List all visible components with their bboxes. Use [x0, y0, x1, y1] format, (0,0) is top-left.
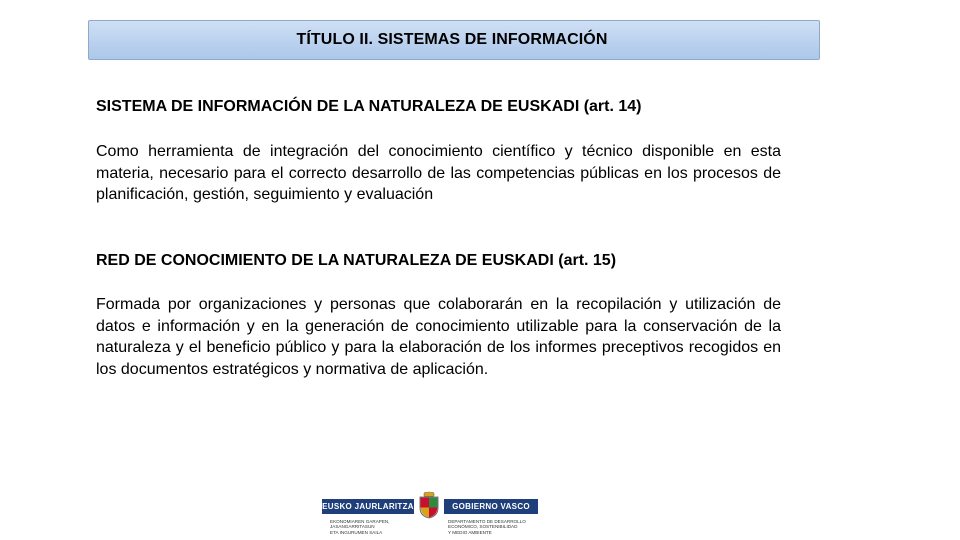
government-logo — [322, 489, 538, 540]
logo-subline: JASANGARRITASUN — [330, 524, 375, 530]
coat-of-arms-icon — [417, 491, 441, 519]
logo-subline: DEPARTAMENTO DE DESARROLLO — [448, 519, 526, 524]
page-title: TÍTULO II. SISTEMAS DE INFORMACIÓN — [296, 31, 608, 48]
title-banner — [88, 20, 820, 60]
logo-department-basque — [330, 519, 410, 535]
logo-department-spanish — [448, 519, 534, 535]
section-sistema-informacion — [96, 97, 781, 206]
section-heading: RED DE CONOCIMIENTO DE LA NATURALEZA DE EUSKADI (art. 15) — [96, 252, 617, 269]
logo-subline: Y MEDIO AMBIENTE — [448, 529, 492, 535]
logo-bar-basque: EUSKO JAURLARITZA — [322, 499, 414, 514]
logo-bar-spanish: GOBIERNO VASCO — [444, 499, 538, 514]
logo-subline: ECONÓMICO, SOSTENIBILIDAD — [448, 524, 518, 530]
section-paragraph: Formada por organizaciones y personas que colaborarán en la recopilación y utilización de datos e información y en la generación de conocimiento utilizable para la conservación de la naturaleza y el beneficio público y para la elaboración de los informes preceptivos recogidos en los documentos estratégicos y normativa de aplicación. — [96, 296, 781, 378]
logo-subline: ETA INGURUMEN SAILA — [330, 529, 383, 535]
section-heading: SISTEMA DE INFORMACIÓN DE LA NATURALEZA DE EUSKADI (art. 14) — [96, 98, 642, 115]
section-red-conocimiento — [96, 251, 781, 380]
logo-subline: EKONOMIAREN GARAPEN, — [330, 519, 390, 524]
section-paragraph: Como herramienta de integración del conocimiento científico y técnico disponible en esta materia, necesario para el correcto desarrollo de las competencias públicas en los procesos de planificación, gestión, seguimiento y evaluación — [96, 143, 781, 204]
